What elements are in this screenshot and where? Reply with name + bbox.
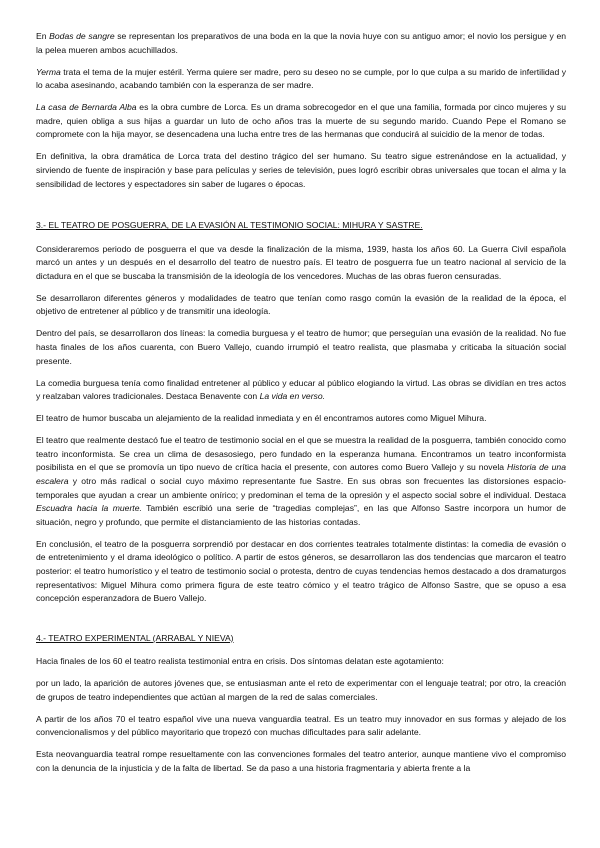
- paragraph: [36, 101, 566, 142]
- paragraph: [36, 292, 566, 319]
- text-run: En definitiva, la obra dramática de Lorca trata del destino trágico del ser humano. Su teatro sigue estrenándose en la actualidad, y sirviendo de fuente de inspiración y base para películas y series de televisión, pues logró escribir obras universales que tocan el alma y la sensibilidad de lectores y espectadores sin saber de lugares o épocas.: [36, 151, 566, 189]
- text-run: Esta neovanguardia teatral rompe resueltamente con las convenciones formales del teatro anterior, aunque mantiene vivo el compromiso con la denuncia de la injusticia y de la falta de libertad. Se da paso a una historia fragmentaria y abierta frente a la: [36, 749, 566, 774]
- paragraph: [36, 434, 566, 529]
- work-title: Bodas de sangre: [49, 31, 115, 41]
- text-run: La comedia burguesa tenía como finalidad entretener al público y educar al público elogiando la virtud. Las obras se dividían en tres actos y realzaban valores tradicionales. Destaca Benavente con: [36, 377, 566, 402]
- text-run: es la obra cumbre de Lorca. Es un drama sobrecogedor en el que una familia, formada por cinco mujeres y su madre, quien obliga a sus hijas a guardar un luto de ocho años tras la muerte de su segundo marido. Cuando Pepe el Romano se compromete con la hija mayor, se desencadena una lucha entre tres de las hermanas que conducirá al suicidio de la menor de todas.: [36, 102, 567, 140]
- work-title: Escuadra hacia la muerte.: [36, 503, 142, 514]
- text-run: por un lado, la aparición de autores jóvenes que, se entusiasman ante el reto de experimentar con el lenguaje teatral; por otro, la creación de grupos de teatro independientes que actúan al margen de la red de salas comerciales.: [36, 678, 566, 702]
- section-3-heading: 3.- EL TEATRO DE POSGUERRA, DE LA EVASIÓN AL TESTIMONIO SOCIAL: MIHURA Y SASTRE.: [36, 220, 423, 231]
- section-4-paragraphs: [36, 655, 566, 775]
- paragraph: [36, 677, 566, 704]
- paragraph: [36, 655, 566, 669]
- paragraph: [36, 150, 566, 191]
- paragraph: [36, 412, 566, 426]
- paragraph: [36, 327, 566, 368]
- work-title: La vida en verso.: [259, 391, 326, 402]
- text-run: Hacia finales de los 60 el teatro realista testimonial entra en crisis. Dos síntomas delatan este agotamiento:: [36, 656, 444, 667]
- paragraph: [36, 30, 566, 57]
- paragraph: [36, 243, 566, 284]
- text-run: El teatro que realmente destacó fue el teatro de testimonio social en el que se muestra la realidad de la posguerra, también conocido como teatro inconformista. Se crea un clima de desasosiego, pero fundado en la esperanza humana. Encontramos un teatro inconformista posibilista en el que se promovía un tipo nuevo de crítica hacia el presente, con autores como Buero Vallejo y su novela: [36, 435, 566, 473]
- work-title: Yerma: [36, 66, 61, 77]
- text-run: Consideraremos periodo de posguerra el que va desde la finalización de la misma, 1939, hasta los años 60. La Guerra Civil española marcó un antes y un después en el desarrollo del teatro de nuestro país. El teatro de posguerra fue un teatro nacional al servicio de la dictadura en el que se buscaba la transmisión de la ideología de los vencedores. Muchas de las obras fueron censuradas.: [36, 243, 566, 281]
- paragraph: [36, 748, 566, 775]
- text-run: A partir de los años 70 el teatro español vive una nueva vanguardia teatral. Es un teatro muy innovador en sus formas y alejado de los convencionalismos y del público mayoritario que tropezó con muchas dificultades para salir adelante.: [36, 713, 566, 738]
- paragraph: [36, 66, 566, 93]
- text-run: y otro más radical o social cuyo máximo representante fue Sastre. En sus obras son frecuentes las distorsiones espacio-temporales que ayudan a crear un ambiente onírico; y predominan el tema de la opresión y el aspecto social sobre el individual. Destaca: [36, 475, 566, 500]
- text-run: se representan los preparativos de una boda en la que la novia huye con su antiguo amor; el novio los persigue y en la pelea mueren ambos acuchillados.: [36, 31, 566, 55]
- text-run: Dentro del país, se desarrollaron dos líneas: la comedia burguesa y el teatro de humor; que perseguían una evasión de la realidad. No fue hasta finales de los años cuarenta, con Buero Vallejo, cuando irrumpió el teatro realista, que plasmaba y criticaba la situación social presente.: [36, 328, 566, 366]
- section-4-heading: 4.- TEATRO EXPERIMENTAL (ARRABAL Y NIEVA): [36, 632, 234, 643]
- section-3-paragraphs: [36, 243, 566, 606]
- text-run: En conclusión, el teatro de la posguerra sorprendió por destacar en dos corrientes teatrales totalmente distintas: la comedia de evasión o de entretenimiento y el drama ideológico o político. A partir de estos géneros, se desarrollaron las dos tendencias que marcaron el teatro posterior: el teatro humorístico y el teatro de testimonio social o protesta, dentro de cuyas tendencias hemos destacado a dos dramaturgos representativos: Miguel Mihura como primera figura de este teatro cómico y el teatro trágico de Alfonso Sastre, que se opuso a esa concepción esperanzadora de Buero Vallejo.: [36, 538, 566, 604]
- paragraph: [36, 538, 566, 606]
- document-page: [36, 30, 566, 784]
- paragraph: [36, 713, 566, 740]
- work-title: La casa de Bernarda Alba: [36, 102, 137, 113]
- work-title: Historia de una escalera: [36, 462, 566, 486]
- text-run: trata el tema de la mujer estéril. Yerma quiere ser madre, pero su deseo no se cumple, por lo que culpa a su marido de infertilidad y lo acaba asesinando, acabando también con la esperanza de ser madre.: [36, 66, 566, 91]
- text-run: El teatro de humor buscaba un alejamiento de la realidad inmediata y en él encontramos autores como Miguel Mihura.: [36, 413, 487, 424]
- text-run: También escribió una serie de “tragedias complejas”, en las que Alfonso Sastre incorpora un humor de situación, negro y profundo, que permite el distanciamiento de las historias contadas.: [36, 503, 566, 527]
- text-run: En: [36, 31, 50, 41]
- intro-paragraphs: [36, 30, 566, 191]
- paragraph: [36, 377, 566, 404]
- text-run: Se desarrollaron diferentes géneros y modalidades de teatro que tenían como rasgo común la evasión de la realidad de la época, el objetivo de entretener al público y de transmitir una ideología.: [36, 292, 566, 317]
